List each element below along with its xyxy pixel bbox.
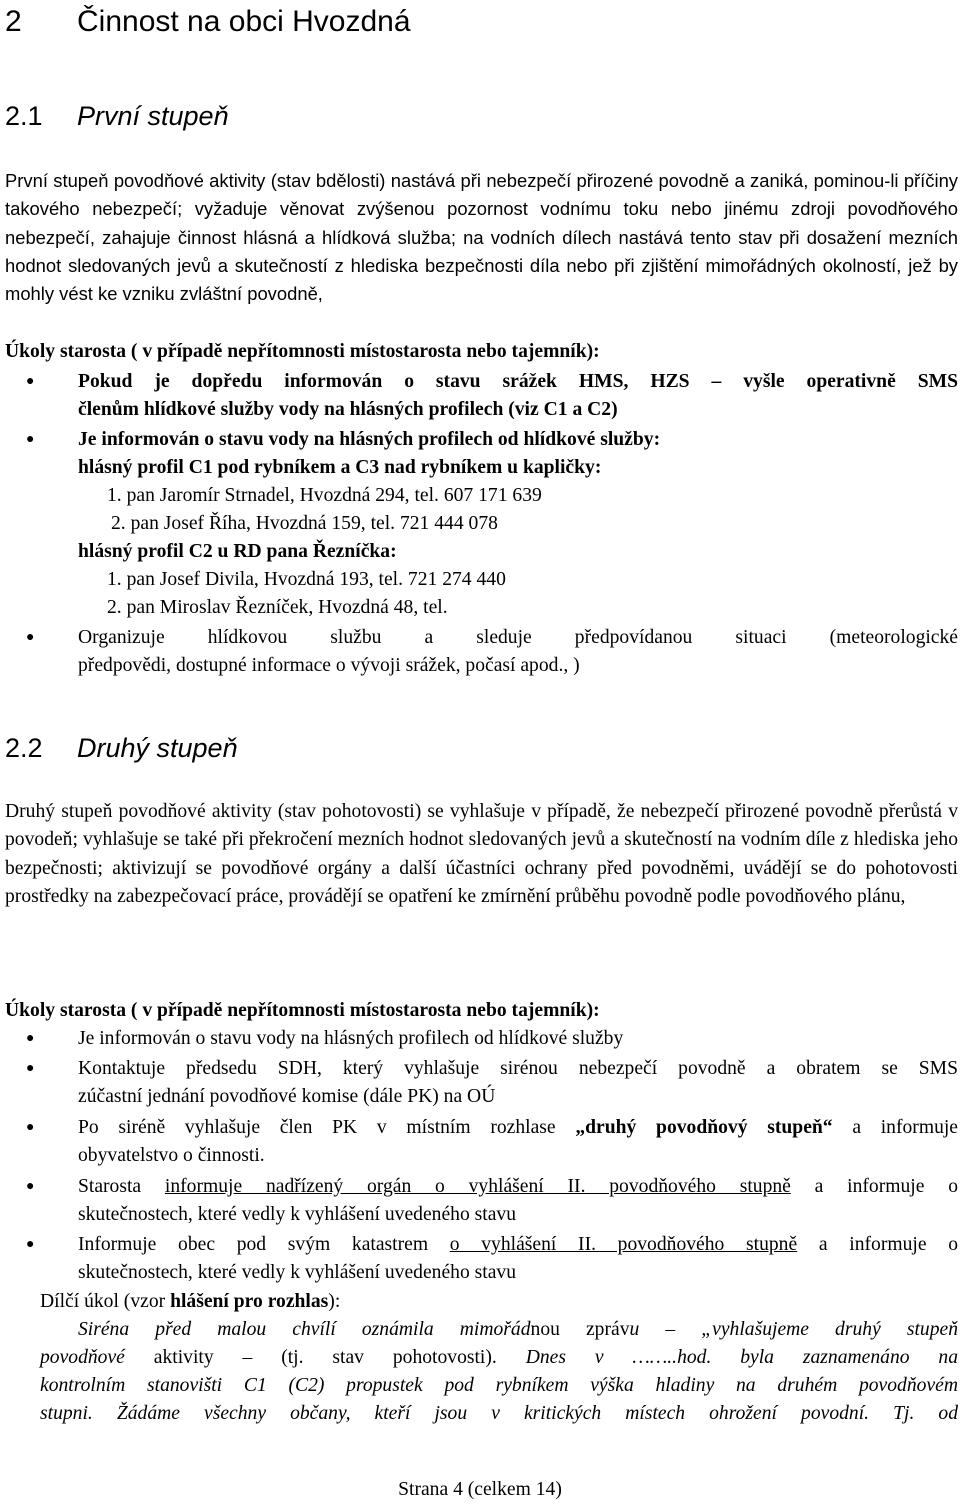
underlined-phrase: informuje nadřízený orgán o vyhlášení II. povodňového stupně xyxy=(164,1176,791,1197)
section-number: 2.2 xyxy=(5,733,43,763)
bullet-icon: ● xyxy=(26,630,35,645)
chapter-title: Činnost na obci Hvozdná xyxy=(77,5,411,38)
bullet-icon: ● xyxy=(26,1031,35,1046)
announcement-line-4: stupni. Žádáme všechny občany, kteří jsou v kritických místech ohrožení povodní. Tj. od xyxy=(40,1403,958,1424)
section-2-intro: Druhý stupeň povodňové aktivity (stav pohotovosti) se vyhlašuje v případě, že nebezpečí přirozené povodně přerůstá v povodeň; vyhlašuje se také při překročení mezních hodnot sledovaných jevů a skutečností na vodním díle z hlediska jeho bezpečnosti; aktivizují se povodňové orgány a další účastníci ochrany před povodněmi, uvádějí se do pohotovosti prostředky na zabezpečovací práce, provádějí se opatření ke zmírnění průběhu povodně podle povodňového plánu, xyxy=(5,801,958,907)
section-1-tasks-heading: Úkoly starosta ( v případě nepřítomnosti místostarosta nebo tajemník): xyxy=(5,341,600,362)
task-3-line-2: předpovědi, dostupné informace o vývoji srážek, počasí apod., ) xyxy=(78,655,580,676)
contact-item: 1. pan Jaromír Strnadel, Hvozdná 294, tel. 607 171 639 xyxy=(107,485,542,506)
announcement-line-1: Siréna před malou chvílí oznámila mimořádnou zprávu – „vyhlašujeme druhý stupeň xyxy=(78,1319,958,1340)
profile-c1-c3-heading: hlásný profil C1 pod rybníkem a C3 nad rybníkem u kapličky: xyxy=(78,457,602,478)
s2-task-4-line-2: skutečnostech, které vedly k vyhlášení uvedeného stavu xyxy=(78,1204,517,1225)
task-2-line-1: Je informován o stavu vody na hlásných profilech od hlídkové služby: xyxy=(78,429,661,450)
bullet-icon: ● xyxy=(26,1179,35,1194)
bullet-icon: ● xyxy=(26,1237,35,1252)
section-number: 2.1 xyxy=(5,101,43,131)
s2-task-1: Je informován o stavu vody na hlásných profilech od hlídkové služby xyxy=(78,1028,624,1049)
contact-item: 2. pan Josef Říha, Hvozdná 159, tel. 721 444 078 xyxy=(111,513,498,534)
announcement-line-3: kontrolním stanovišti C1 (C2) propustek pod rybníkem výška hladiny na druhém povodňovém xyxy=(40,1375,958,1396)
announcement-line-2: povodňové aktivity – (tj. stav pohotovosti). Dnes v ……..hod. byla zaznamenáno na xyxy=(40,1347,959,1368)
section-heading-2-2 xyxy=(5,730,238,766)
chapter-heading xyxy=(5,2,411,42)
task-1-line-1: Pokud je dopředu informován o stavu srážek HMS, HZS – vyšle operativně SMS xyxy=(78,371,958,392)
page-footer: Strana 4 (celkem 14) xyxy=(398,1479,562,1500)
s2-task-3-line-1: Po siréně vyhlašuje člen PK v místním rozhlase „druhý povodňový stupeň“ a informuje xyxy=(78,1117,959,1138)
chapter-number: 2 xyxy=(5,5,22,38)
section-title: Druhý stupeň xyxy=(77,733,238,763)
contact-item: 1. pan Josef Divila, Hvozdná 193, tel. 721 274 440 xyxy=(107,569,506,590)
contact-item: 2. pan Miroslav Řezníček, Hvozdná 48, tel. xyxy=(107,597,448,618)
s2-task-2-line-2: zúčastní jednání povodňové komise (dále PK) na OÚ xyxy=(78,1086,496,1107)
s2-task-4-line-1: Starosta informuje nadřízený orgán o vyhlášení II. povodňového stupně a informuje o xyxy=(78,1176,958,1197)
section-title: První stupeň xyxy=(77,101,229,131)
subtask-heading: Dílčí úkol (vzor hlášení pro rozhlas): xyxy=(40,1291,341,1312)
section-heading-2-1 xyxy=(5,98,229,134)
s2-task-2-line-1: Kontaktuje předsedu SDH, který vyhlašuje sirénou nebezpečí povodně a obratem se SMS xyxy=(78,1058,958,1079)
s2-task-5-line-1: Informuje obec pod svým katastrem o vyhlášení II. povodňového stupně a informuje o xyxy=(78,1234,958,1255)
section-2-tasks-heading: Úkoly starosta ( v případě nepřítomnosti místostarosta nebo tajemník): xyxy=(5,1000,600,1021)
bullet-icon: ● xyxy=(26,374,35,389)
s2-task-5-line-2: skutečnostech, které vedly k vyhlášení uvedeného stavu xyxy=(78,1262,517,1283)
underlined-phrase: o vyhlášení II. povodňového stupně xyxy=(449,1234,798,1255)
bullet-icon: ● xyxy=(26,1120,35,1135)
profile-c2-heading: hlásný profil C2 u RD pana Řezníčka: xyxy=(78,541,397,562)
bullet-icon: ● xyxy=(26,1061,35,1076)
s2-task-3-line-2: obyvatelstvo o činnosti. xyxy=(78,1145,265,1166)
task-1-line-2: členům hlídkové služby vody na hlásných profilech (viz C1 a C2) xyxy=(78,399,618,420)
section-1-intro: První stupeň povodňové aktivity (stav bdělosti) nastává při nebezpečí přirozené povodně a zaniká, pominou-li příčiny takového nebezpečí; vyžaduje věnovat zvýšenou pozornost vodnímu toku nebo jinému zdroji povodňového nebezpečí, zahajuje činnost hlásná a hlídková služba; na vodních dílech nastává tento stav při dosažení mezních hodnot sledovaných jevů a skutečností z hlediska bezpečnosti díla nebo při zjištění mimořádných okolností, jež by mohly vést ke vzniku zvláštní povodně, xyxy=(5,170,958,305)
task-3-line-1: Organizuje hlídkovou službu a sleduje předpovídanou situaci (meteorologické xyxy=(78,627,958,648)
announcement-phrase: „druhý povodňový stupeň“ xyxy=(575,1117,833,1138)
bullet-icon: ● xyxy=(26,432,35,447)
